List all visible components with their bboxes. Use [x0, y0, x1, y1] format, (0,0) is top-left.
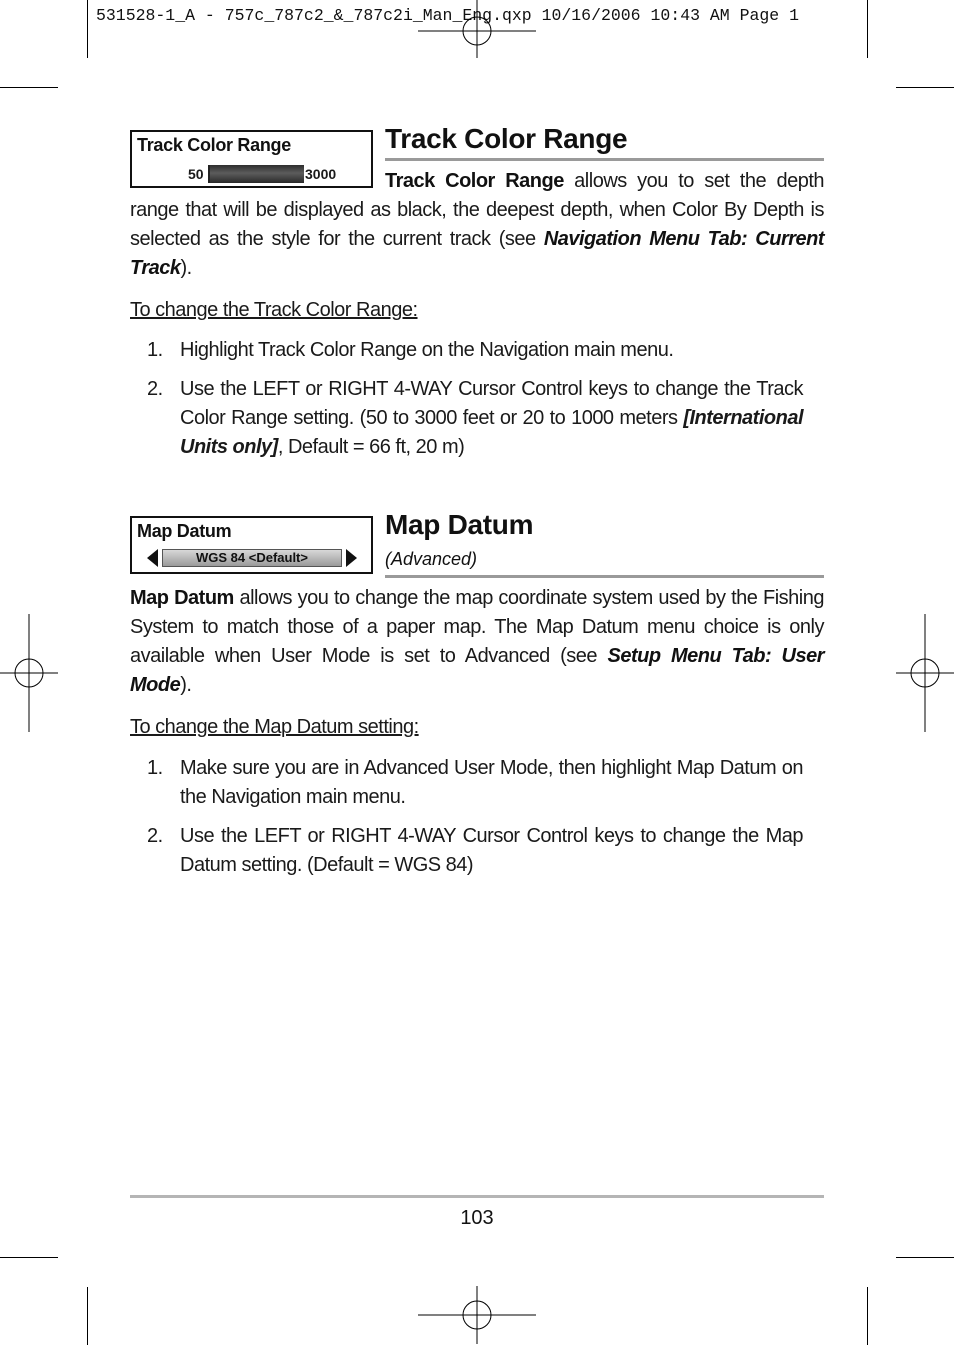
crop-mark — [0, 87, 58, 88]
arrow-left-icon — [147, 549, 158, 567]
list-item: 2. Use the LEFT or RIGHT 4-WAY Cursor Control keys to change the Track Color Range setting. (50 to 3000 feet or 20 to 1000 meters [International Units only], Default = 66 ft, 20 m) — [147, 378, 803, 458]
emphasis: [International Units only] — [180, 407, 803, 458]
section-heading: Track Color Range — [385, 123, 628, 154]
list-item: 1. Make sure you are in Advanced User Mode, then highlight Map Datum on the Navigation main menu. — [147, 757, 803, 808]
registration-mark-icon — [418, 1286, 536, 1344]
map-datum-menu — [130, 516, 373, 574]
crop-mark — [867, 1287, 868, 1345]
crop-mark — [0, 1257, 58, 1258]
intro-paragraph: Track Color Range allows you to set the depth range that will be displayed as black, the deepest depth, when Color By Depth is selected as the style for the current track (see Navigation Menu Tab: Current Track). — [130, 170, 825, 279]
section-heading: Map Datum — [385, 509, 534, 540]
cross-reference: Navigation Menu Tab: Current Track — [130, 228, 825, 279]
term: Map Datum — [130, 587, 234, 609]
page-number: 103 — [460, 1207, 494, 1229]
crop-mark — [896, 1257, 954, 1258]
menu-title: Track Color Range — [137, 135, 291, 155]
registration-mark-icon — [0, 614, 58, 732]
list-item: 1. Highlight Track Color Range on the Navigation main menu. — [147, 339, 674, 361]
registration-mark-icon — [418, 0, 536, 58]
list-item: 2. Use the LEFT or RIGHT 4-WAY Cursor Control keys to change the Map Datum setting. (Default = WGS 84) — [147, 825, 803, 876]
intro-paragraph: Map Datum allows you to change the map coordinate system used by the Fishing System to match those of a paper map. The Map Datum menu choice is only available when User Mode is set to Advanced (see Setup Menu Tab: User Mode). — [130, 587, 825, 696]
range-min-label: 50 — [188, 166, 204, 182]
arrow-right-icon — [346, 549, 357, 567]
heading-rule — [385, 158, 824, 161]
mode-qualifier: (Advanced) — [385, 549, 478, 569]
term: Track Color Range — [385, 170, 564, 192]
crop-mark — [867, 0, 868, 58]
procedure-heading: To change the Track Color Range: — [130, 299, 418, 321]
footer-rule — [130, 1195, 824, 1198]
print-slug: 531528-1_A - 757c_787c2_&_787c2i_Man_Eng.qxp 10/16/2006 10:43 AM Page 1 — [96, 6, 800, 25]
heading-rule — [385, 575, 824, 578]
registration-mark-icon — [896, 614, 954, 732]
crop-mark — [87, 0, 88, 58]
crop-mark — [896, 87, 954, 88]
range-max-label: 3000 — [305, 166, 337, 182]
datum-value: WGS 84 <Default> — [162, 549, 342, 567]
menu-title: Map Datum — [137, 521, 232, 541]
crop-mark — [87, 1287, 88, 1345]
procedure-heading: To change the Map Datum setting: — [130, 716, 419, 738]
cross-reference: Setup Menu Tab: User Mode — [130, 645, 825, 696]
